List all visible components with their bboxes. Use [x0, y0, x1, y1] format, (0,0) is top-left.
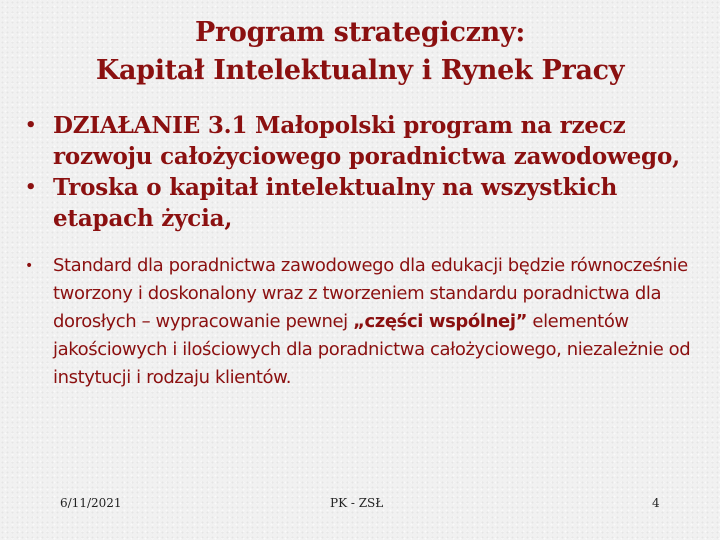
- title-line-1: Program strategiczny:: [194, 17, 526, 48]
- bullet-marker: •: [25, 115, 37, 136]
- bullet-marker: •: [25, 258, 33, 274]
- bullet-item-3: [25, 252, 695, 392]
- title-line-2: Kapitał Intelektualny i Rynek Pracy: [95, 55, 625, 86]
- footer-date: 6/11/2021: [60, 496, 122, 510]
- bullet-item-2: [25, 172, 695, 234]
- slide-title: [0, 14, 720, 90]
- footer-center-text: PK - ZSŁ: [330, 496, 384, 510]
- bullet-marker: •: [25, 177, 37, 198]
- bullet-list: [25, 110, 695, 392]
- bullet-item-1: [25, 110, 695, 172]
- footer-page-number: 4: [652, 496, 660, 510]
- bullet-text-after: elementów jakościowych i ilościowych dla poradnictwa całożyciowego, niezależnie od instytucji i rodzaju klientów.: [53, 311, 691, 388]
- bullet-text-emphasis: „części wspólnej”: [353, 311, 528, 332]
- bullet-text: DZIAŁANIE 3.1 Małopolski program na rzecz rozwoju całożyciowego poradnictwa zawodowego,: [53, 112, 680, 170]
- bullet-text: Troska o kapitał intelektualny na wszystkich etapach życia,: [53, 174, 618, 232]
- bullet-text-before: Standard dla poradnictwa zawodowego dla edukacji będzie równocześnie tworzony i doskonalony wraz z tworzeniem standardu poradnictwa dla dorosłych – wypracowanie pewnej: [53, 255, 688, 332]
